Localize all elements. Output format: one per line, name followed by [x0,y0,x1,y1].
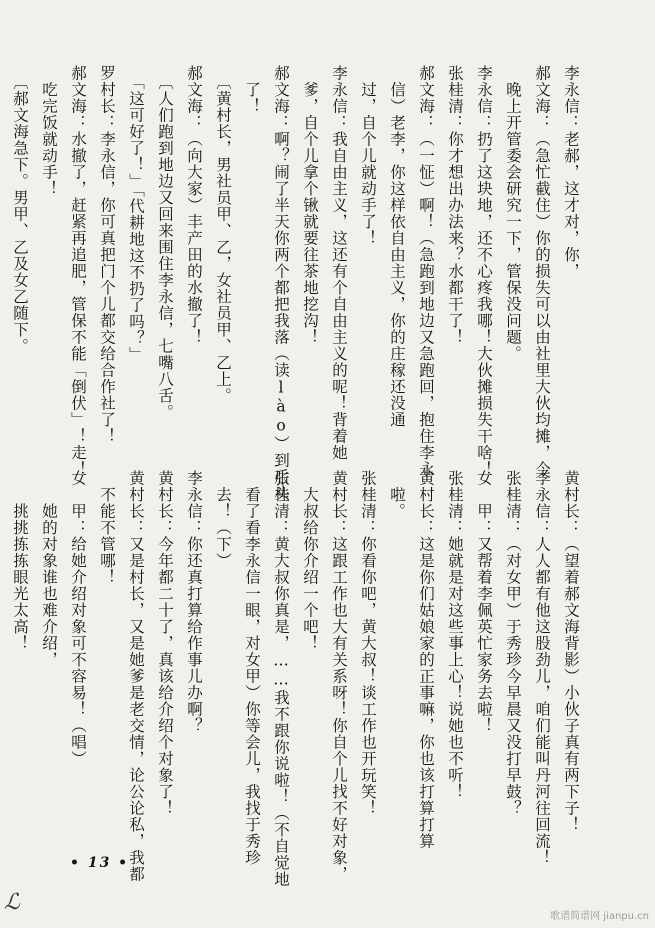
lower-text-column: 黄村长：（望着郝文海背影）小伙子真有两下子！ [562,470,580,833]
lower-text-column: 挑挑拣拣眼光太高！ [11,470,29,652]
upper-text-column: 「这可好了！」「代耕地这不扔了吗？」 [127,65,145,363]
lower-text-column [0,470,5,845]
upper-text-column: 李永信：我自由主义，这还有个自由主义的呢！背着她 [330,65,348,461]
page-number: • 13 • [70,855,130,871]
lower-text-column: 张桂清：（对女甲）于秀珍今早晨又没打早鼓？ [504,470,522,817]
lower-text-column: 啦。 [388,470,406,520]
upper-text-column: 晚上开管委会研究一下，管保没问题。 [504,65,522,362]
lower-text-column: 黄村长：这跟工作也大有关系呀！你自个儿找不好对象， [330,470,348,883]
lower-text-column: 张桂清：黄大叔你真是，……我不跟你说啦！（不自觉地 [272,470,290,888]
upper-text-column: 吃完饭就动手！ [40,65,58,197]
lower-text-column: 张桂清：她就是对这些事上心！说她也不听！ [446,470,464,800]
lower-text-column: 黄村长：又是村长，又是她爹是老交情，论公论私，我都 [127,470,145,883]
lower-text-column: 不能不管哪！ [98,470,116,586]
upper-text-column: 张桂清：你才想出办法来？水都干了！ [446,65,464,346]
upper-text-column: 罗村长：李永信，你可真把门个儿都交给合作社了！ [98,65,116,445]
lower-text-column: 女 甲：又帮着李佩英忙家务去啦！ [475,470,493,734]
upper-text-column: 过，自个儿就动手了！ [359,65,377,247]
lower-text-column: 去！（下） [214,470,232,569]
lower-text-column: 大叔给你介绍一个吧！ [301,470,319,652]
upper-text-column: 郝文海：（急忙截住）你的损失可以由社里大伙均摊，今 [533,65,551,478]
lower-text-column: 黄村长：这是你们姑娘家的正事嘛，你也该打算打算 [417,470,435,850]
upper-text-column: 信）老李，你这样依自由主义，你的庄稼还没通 [388,65,406,428]
upper-text-column: 李永信：扔了这块地，还不心疼我哪！大伙摊损失干啥！ [475,65,493,478]
lower-text-column: 黄村长：今年都二十了，真该给介绍个对象了！ [156,470,174,817]
lower-text-column: 张桂清：你看你吧，黄大叔！谈工作也开玩笑！ [359,470,377,817]
upper-text-column: 郝文海：（一怔）啊！（急跑到地边又急跑回，抱住李永 [417,65,435,478]
lower-text-column: 女 甲：给她介绍对象可不容易！（唱） [69,470,87,767]
upper-text-block [11,65,585,502]
upper-text-column: 李永信：老郝，这才对，你， [562,65,580,280]
upper-text-column: 〔人们跑到地边又回来围住李永信，七嘴八舌。 [156,65,174,421]
upper-text-column: 爹，自个儿拿个锹就要往茶地挖沟！ [301,65,319,346]
watermark: 歌谱简谱网 jianpu.cn [550,911,649,922]
upper-text-column: 郝文海：（向大家）丰产田的水撤了！ [185,65,203,346]
lower-text-column: 李永信：你还真打算给作事儿办啊？ [185,470,203,734]
upper-text-column: 了！ [243,65,261,115]
upper-text-column: 〔郝文海急下。男甲、乙及女乙随下。 [11,65,29,355]
lower-text-column: 李永信：人人都有他这股劲儿，咱们能叫丹河往回流！ [533,470,551,866]
upper-text-column: 郝文海：啊？闹了半天你两个都把我落（读lào）到后头 [272,65,290,502]
upper-text-column: 郝文海：水撤了，赶紧再追肥，管保不能「倒伏」！走！ [69,65,87,478]
upper-text-column: 〔黄村长，男社员甲、乙，女社员甲、乙上。 [214,65,232,404]
upper-text-column [0,65,5,445]
lower-text-column: 看了看李永信一眼，对女甲）你等会儿，我找于秀珍 [243,470,261,866]
lower-text-column: 她的对象谁也难介绍， [40,470,58,668]
edge-handwritten-mark: ℒ [4,890,20,915]
